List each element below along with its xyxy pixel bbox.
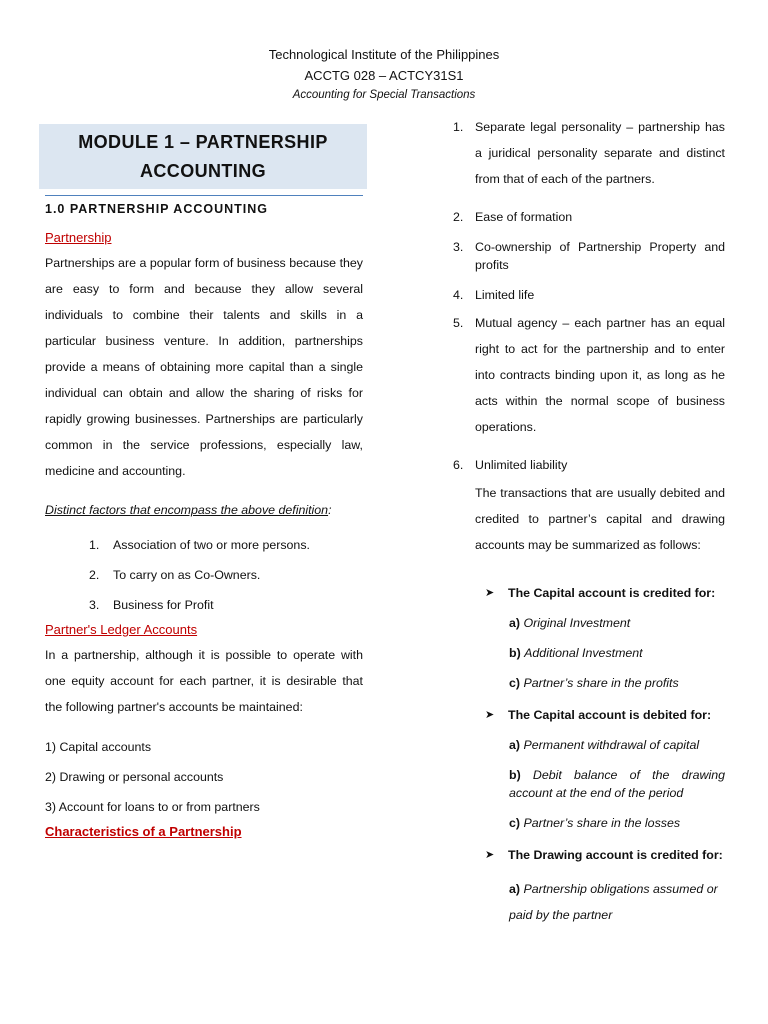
list-item: 3. Co-ownership of Partnership Property and profits	[453, 240, 725, 272]
list-item: 2) Drawing or personal accounts	[45, 770, 224, 784]
list-item: 2. To carry on as Co-Owners.	[89, 568, 261, 582]
ledger-heading: Partner's Ledger Accounts	[45, 622, 198, 637]
list-item: c) Partner’s share in the profits	[509, 676, 679, 690]
list-item: b) Debit balance of the drawing account at the end of the period	[509, 768, 725, 800]
list-item: a) Partnership obligations assumed or paid by the partner	[509, 882, 718, 922]
transactions-paragraph: The transactions that are usually debited and credited to partner’s capital and drawing accounts may be summarized as follows:	[475, 486, 725, 552]
capital-debited-heading: ➤ The Capital account is debited for:	[453, 702, 725, 728]
module-title-line-1: MODULE 1 – PARTNERSHIP	[78, 131, 328, 152]
list-item: 1. Association of two or more persons.	[89, 538, 310, 552]
capital-debited-block	[453, 702, 725, 832]
course-code: ACCTG 028 – ACTCY31S1	[304, 68, 464, 83]
capital-credited-block	[453, 580, 725, 692]
distinct-factors-colon: :	[328, 503, 332, 517]
arrow-bullet-icon: ➤	[485, 849, 495, 861]
partnership-paragraph: Partnerships are a popular form of business because they are easy to form and because they allow several individuals to combine their talents and skills in a particular business venture. In addition, partnerships provide a means of obtaining more capital than a single individual can obtain and allow the sharing of risks for rapidly growing businesses. Partnerships are particularly common in the service professions, especially law, medicine and accounting.	[45, 256, 363, 478]
list-item: 5. Mutual agency – each partner has an equal right to act for the partnership and to enter into contracts binding upon it, as long as he acts within the normal scope of business operations.	[453, 316, 725, 434]
factors-list	[45, 530, 363, 620]
section-heading: 1.0 PARTNERSHIP ACCOUNTING	[45, 195, 363, 216]
list-item: 4. Limited life	[453, 288, 535, 302]
document-header	[0, 44, 768, 104]
list-item: c) Partner’s share in the losses	[509, 816, 681, 830]
drawing-credited-heading: ➤ The Drawing account is credited for:	[453, 842, 725, 868]
list-item: 1) Capital accounts	[45, 740, 152, 754]
list-item: a) Original Investment	[509, 616, 631, 630]
list-item: 3. Business for Profit	[89, 598, 214, 612]
list-item: 6. Unlimited liability	[453, 458, 568, 472]
arrow-bullet-icon: ➤	[485, 587, 495, 599]
distinct-factors-text: Distinct factors that encompass the above definition	[45, 503, 329, 517]
module-title-box	[39, 124, 367, 189]
list-item: 2. Ease of formation	[453, 210, 573, 224]
ledger-paragraph: In a partnership, although it is possible to operate with one equity account for each partner, it is desirable that the following partner's accounts be maintained:	[45, 648, 363, 714]
partnership-heading: Partnership	[45, 230, 112, 245]
list-item: 3) Account for loans to or from partners	[45, 800, 260, 814]
course-subtitle: Accounting for Special Transactions	[292, 89, 476, 101]
list-item: 1. Separate legal personality – partnership has a juridical personality separate and distinct from that of each of the partners.	[453, 120, 725, 186]
arrow-bullet-icon: ➤	[485, 709, 495, 721]
characteristics-list	[453, 114, 725, 474]
distinct-factors-line	[45, 500, 363, 520]
list-item: b) Additional Investment	[509, 646, 643, 660]
characteristics-heading: Characteristics of a Partnership	[45, 824, 242, 839]
right-column	[453, 114, 725, 928]
list-item: a) Permanent withdrawal of capital	[509, 738, 700, 752]
drawing-credited-block	[453, 842, 725, 928]
accounts-list	[45, 732, 363, 822]
module-title-line-2: ACCOUNTING	[140, 160, 266, 181]
left-column	[45, 124, 363, 839]
institution-name: Technological Institute of the Philippines	[268, 47, 500, 62]
capital-credited-heading: ➤ The Capital account is credited for:	[453, 580, 725, 606]
